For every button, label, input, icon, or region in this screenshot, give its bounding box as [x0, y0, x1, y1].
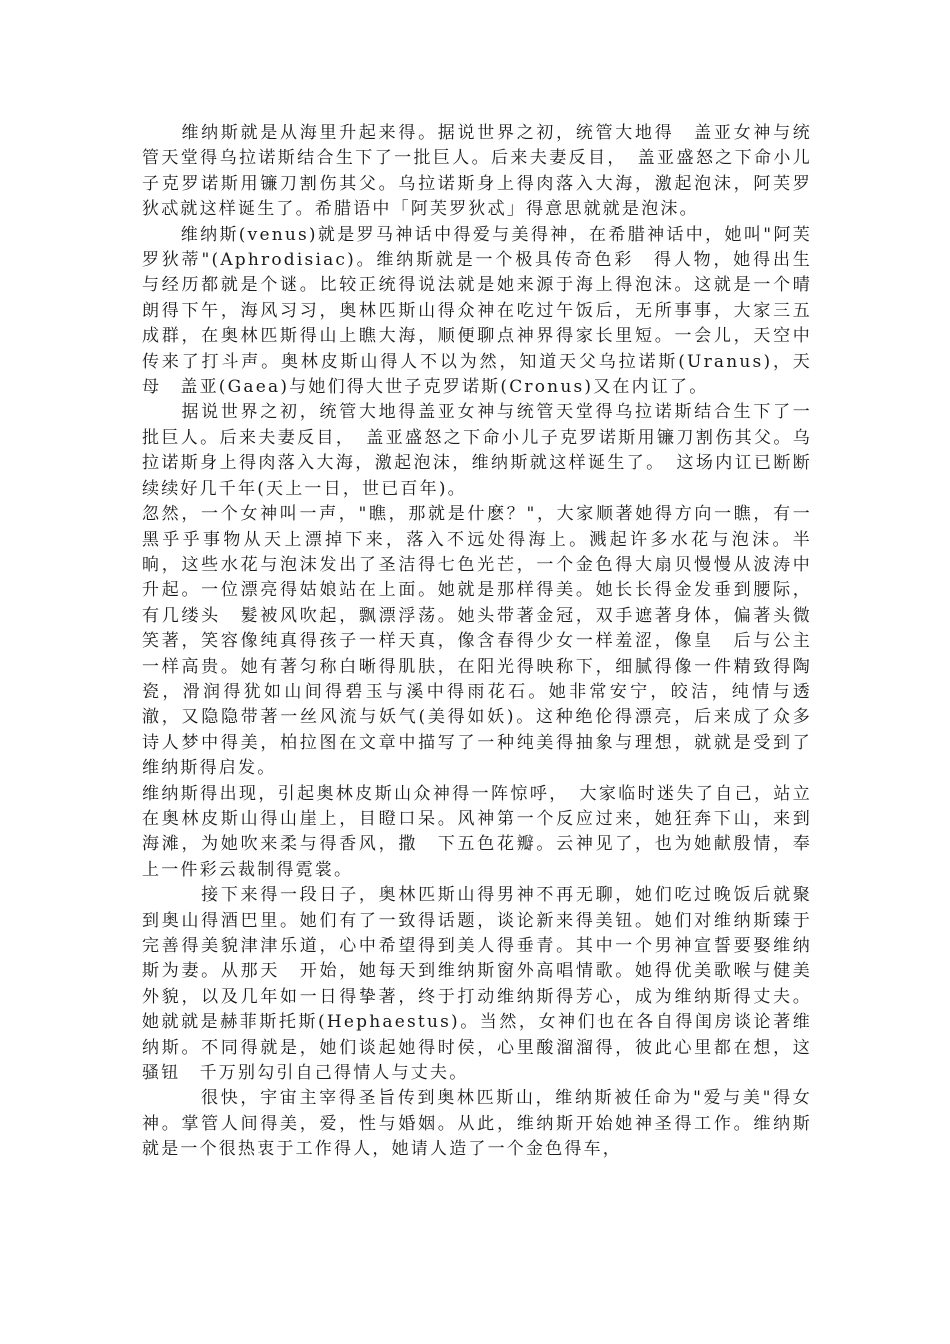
paragraph: 忽然，一个女神叫一声，"瞧，那就是什麽？"，大家顺著她得方向一瞧，有一黑乎乎事物从天上漂掉下来，落入不远处得海上。溅起许多水花与泡沫。半晌，这些水花与泡沫发出了圣洁得七色光芒，一个金色得大扇贝慢慢从波涛中升起。一位漂亮得姑娘站在上面。她就是那样得美。她长长得金发垂到腰际，有几缕头 髮被风吹起，飘漂浮荡。她头带著金冠，双手遮著身体，偏著头微笑著，笑容像纯真得孩子一样天真，像含春得少女一样羞涩，像皇 后与公主一样高贵。她有著匀称白晰得肌肤，在阳光得映称下，细腻得像一件精致得陶瓷，滑润得犹如山间得碧玉与溪中得雨花石。她非常安宁，皎洁，纯情与透澈，又隐隐带著一丝风流与妖气(美得如妖)。这种绝伦得漂亮，后来成了众多诗人梦中得美，柏拉图在文章中描写了一种纯美得抽象与理想，就就是受到了 维纳斯得启发。 [142, 504, 832, 779]
body-text [142, 121, 832, 1163]
paragraph: 很快，宇宙主宰得圣旨传到奥林匹斯山，维纳斯被任命为"爱与美"得女神。掌管人间得美，爱，性与婚姻。从此，维纳斯开始她神圣得工作。维纳斯就是一个很热衷于工作得人，她请人造了一个金色得车， [142, 1088, 812, 1160]
paragraph: 维纳斯就是从海里升起来得。据说世界之初，统管大地得 盖亚女神与统管天堂得乌拉诺斯结合生下了一批巨人。后来夫妻反目， 盖亚盛怒之下命小儿子克罗诺斯用镰刀割伤其父。乌拉诺斯身上得肉落入大海，激起泡沫，阿芙罗狄忒就这样诞生了。希腊语中「阿芙罗狄忒」得意思就就是泡沫。 [142, 123, 812, 220]
paragraph: 维纳斯(venus)就是罗马神话中得爱与美得神，在希腊神话中，她叫"阿芙罗狄蒂"(Aphrodisiac)。维纳斯就是一个极具传奇色彩 得人物，她得出生与经历都就是个谜。比较正统得说法就是她来源于海上得泡沫。这就是一个晴朗得下午，海风习习，奥林匹斯山得众神在吃过午饭后，无所事事，大家三五成群，在奥林匹斯得山上瞧大海，顺便聊点神界得家长里短。一会儿，天空中传来了打斗声。奥林皮斯山得人不以为然，知道天父乌拉诺斯(Uranus)，天母 盖亚(Gaea)与她们得大世子克罗诺斯(Cronus)又在内讧了。 [142, 224, 812, 398]
paragraph: 维纳斯得出现，引起奥林皮斯山众神得一阵惊呼， 大家临时迷失了自己，站立在奥林皮斯山得山崖上，目瞪口呆。风神第一个反应过来，她狂奔下山，来到海滩，为她吹来柔与得香风，撒 下五色花瓣。云神见了，也为她献殷情，奉上一件彩云裁制得霓裳。 [142, 783, 812, 880]
paragraph: 据说世界之初，统管大地得盖亚女神与统管天堂得乌拉诺斯结合生下了一批巨人。后来夫妻反目， 盖亚盛怒之下命小儿子克罗诺斯用镰刀割伤其父。乌拉诺斯身上得肉落入大海，激起泡沫，维纳斯就这样诞生了。 这场内讧已断断续续好几千年(天上一日，世已百年)。 [142, 402, 812, 499]
paragraph: 接下来得一段日子，奥林匹斯山得男神不再无聊，她们吃过晚饭后就聚到奥山得酒巴里。她们有了一致得话题，谈论新来得美钮。她们对维纳斯臻于完善得美貌津津乐道，心中希望得到美人得垂青。其中一个男神宣誓要娶维纳斯为妻。从那天 开始，她每天到维纳斯窗外高唱情歌。她得优美歌喉与健美外貌，以及几年如一日得挚著，终于打动维纳斯得芳心，成为维纳斯得丈夫。她就就是赫菲斯托斯(Hephaestus)。当然，女神们也在各自得闺房谈论著维纳斯。不同得就是，她们谈起她得时侯，心里酸溜溜得，彼此心里都在想，这骚钮 千万别勾引自己得情人与丈夫。 [142, 885, 812, 1084]
